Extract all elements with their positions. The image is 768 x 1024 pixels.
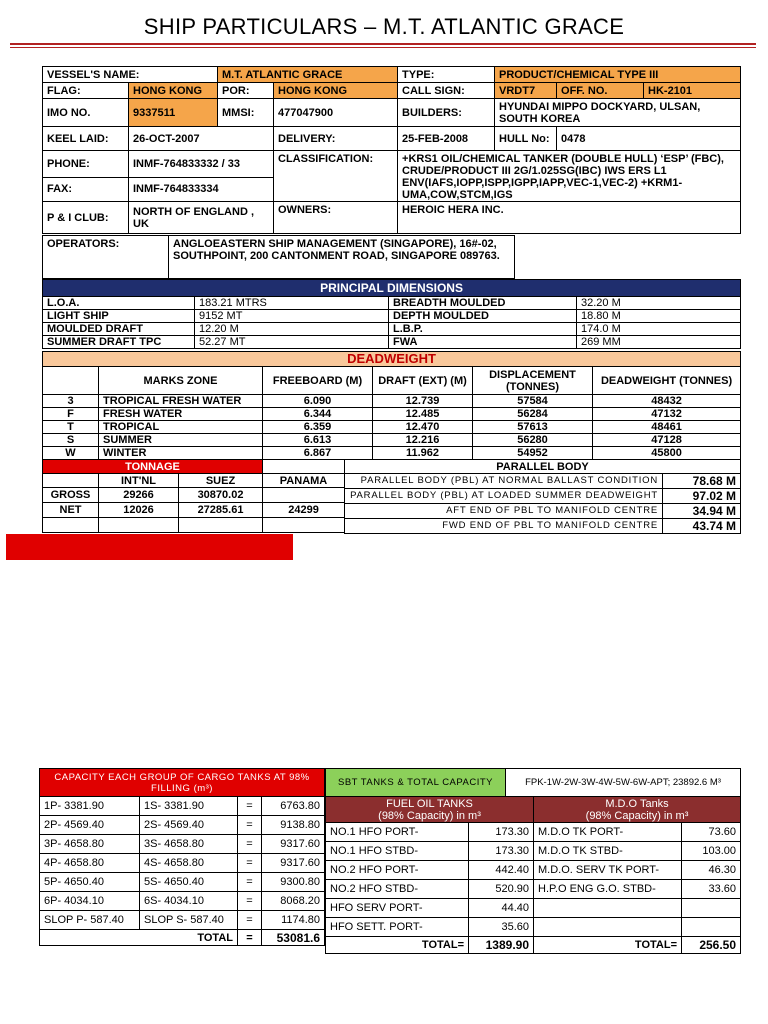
hull-label: HULL No:: [495, 127, 557, 151]
list-item: [326, 918, 534, 937]
tonnage-header: TONNAGE: [43, 460, 263, 474]
tank-label: HFO SERV PORT-: [326, 899, 469, 918]
port-tank: 1P- 3381.90: [40, 797, 140, 816]
table-row: [43, 408, 741, 421]
fuel-oil-total-label: TOTAL=: [326, 937, 469, 954]
equals: =: [238, 911, 262, 930]
equals: =: [238, 797, 262, 816]
displacement: 56284: [473, 408, 593, 421]
fuel-oil-title: FUEL OIL TANKS: [386, 797, 473, 810]
tank-total: 8068.20: [262, 892, 325, 911]
freeboard: 6.359: [263, 421, 373, 434]
equals: =: [238, 816, 262, 835]
total-spacer: [40, 930, 140, 946]
breadth-label: BREADTH MOULDED: [389, 297, 577, 310]
list-item: [534, 823, 741, 842]
parallel-body-table: [344, 459, 741, 534]
deadweight-table: [42, 351, 741, 460]
operators-table: [42, 235, 515, 279]
panama-header: PANAMA: [263, 474, 345, 488]
tpc-label: SUMMER DRAFT TPC: [43, 336, 195, 349]
table-row: [40, 911, 325, 930]
marks-spacer: [43, 367, 99, 395]
mdo-header: [534, 797, 741, 823]
freeboard: 6.867: [263, 447, 373, 460]
phone-label: PHONE:: [43, 151, 129, 178]
cargo-tanks-header: CAPACITY EACH GROUP OF CARGO TANKS AT 98% FILLING (m³): [40, 769, 325, 797]
stbd-tank: 2S- 4569.40: [140, 816, 238, 835]
draft: 12.216: [373, 434, 473, 447]
list-item: [534, 880, 741, 899]
flag-value: HONG KONG: [129, 83, 218, 99]
moulded-draft-value: 12.20 M: [195, 323, 389, 336]
list-item: [326, 823, 534, 842]
tank-total: 1174.80: [262, 911, 325, 930]
off-no-value: HK-2101: [644, 83, 741, 99]
tank-label: HFO SETT. PORT-: [326, 918, 469, 937]
principal-dimensions-header: PRINCIPAL DIMENSIONS: [43, 280, 741, 297]
deadweight: 47128: [593, 434, 741, 447]
call-sign-value: VRDT7: [495, 83, 557, 99]
deadweight: 47132: [593, 408, 741, 421]
mmsi-value: 477047900: [274, 99, 398, 127]
por-value: HONG KONG: [274, 83, 398, 99]
table-row: [40, 892, 325, 911]
pi-club-value: NORTH OF ENGLAND , UK: [129, 202, 274, 234]
empty-cell: [179, 518, 263, 533]
particulars-table: [42, 66, 741, 234]
cargo-total-value: 53081.6: [262, 930, 325, 946]
draft: 12.485: [373, 408, 473, 421]
tank-value: 173.30: [469, 823, 534, 842]
lbp-value: 174.0 M: [577, 323, 741, 336]
displacement: 57584: [473, 395, 593, 408]
table-row: [43, 503, 345, 518]
draft: 11.962: [373, 447, 473, 460]
port-tank: 6P- 4034.10: [40, 892, 140, 911]
tank-value: 442.40: [469, 861, 534, 880]
tank-value: 33.60: [682, 880, 741, 899]
tank-value: 103.00: [682, 842, 741, 861]
pbl-ballast-value: 78.68 M: [663, 474, 741, 489]
tank-total: 6763.80: [262, 797, 325, 816]
equals: =: [238, 854, 262, 873]
builders-label: BUILDERS:: [398, 99, 495, 127]
mark: W: [43, 447, 99, 460]
breadth-value: 32.20 M: [577, 297, 741, 310]
mdo-total-label: TOTAL=: [534, 937, 682, 954]
builders-value: HYUNDAI MIPPO DOCKYARD, ULSAN, SOUTH KOREA: [495, 99, 741, 127]
classification-label: CLASSIFICATION:: [274, 151, 398, 202]
equals: =: [238, 873, 262, 892]
table-row: [40, 816, 325, 835]
stbd-tank: 6S- 4034.10: [140, 892, 238, 911]
mdo-subtitle: (98% Capacity) in m³: [585, 809, 689, 822]
table-row: [40, 835, 325, 854]
fax-label: FAX:: [43, 177, 129, 201]
title-rule-thin: [10, 47, 756, 48]
delivery-value: 25-FEB-2008: [398, 127, 495, 151]
port-tank: SLOP P- 587.40: [40, 911, 140, 930]
owners-label: OWNERS:: [274, 202, 398, 234]
stbd-tank: SLOP S- 587.40: [140, 911, 238, 930]
imo-value: 9337511: [129, 99, 218, 127]
tank-label: NO.1 HFO STBD-: [326, 842, 469, 861]
depth-value: 18.80 M: [577, 310, 741, 323]
tonnage-col-spacer: [43, 474, 99, 488]
mdo-title: M.D.O Tanks: [605, 797, 669, 810]
fuel-oil-header: [326, 797, 534, 823]
mark: S: [43, 434, 99, 447]
tpc-value: 52.27 MT: [195, 336, 389, 349]
tank-value: 44.40: [469, 899, 534, 918]
tank-value: 173.30: [469, 842, 534, 861]
fuel-oil-subtitle: (98% Capacity) in m³: [378, 809, 481, 822]
red-bar: [6, 534, 293, 560]
operators-label: OPERATORS:: [43, 236, 169, 279]
mark: T: [43, 421, 99, 434]
deadweight-header: DEADWEIGHT: [43, 352, 741, 367]
empty-cell: [263, 518, 345, 533]
tank-label: M.D.O. SERV TK PORT-: [534, 861, 682, 880]
title-rule: [10, 43, 756, 45]
tank-label: H.P.O ENG G.O. STBD-: [534, 880, 682, 899]
vessel-name-label: VESSEL'S NAME:: [43, 67, 218, 83]
equals: =: [238, 892, 262, 911]
freeboard: 6.344: [263, 408, 373, 421]
table-row: [43, 488, 345, 503]
pbl-loaded-label: PARALLEL BODY (PBL) AT LOADED SUMMER DEADWEIGHT: [345, 489, 663, 504]
list-item: [326, 861, 534, 880]
freeboard-header: FREEBOARD (M): [263, 367, 373, 395]
phone-value: INMF-764833332 / 33: [129, 151, 274, 178]
tonnage-header-spacer: [263, 460, 345, 474]
stbd-tank: 4S- 4658.80: [140, 854, 238, 873]
tonnage-table: [42, 459, 345, 533]
port-tank: 5P- 4650.40: [40, 873, 140, 892]
empty-cell: [534, 899, 682, 918]
list-item: [326, 880, 534, 899]
loa-value: 183.21 MTRS: [195, 297, 389, 310]
net-label: NET: [43, 503, 99, 518]
lbp-label: L.B.P.: [389, 323, 577, 336]
port-tank: 2P- 4569.40: [40, 816, 140, 835]
moulded-draft-label: MOULDED DRAFT: [43, 323, 195, 336]
operators-value: ANGLOEASTERN SHIP MANAGEMENT (SINGAPORE), 16#-02, SOUTHPOINT, 200 CANTONMENT ROAD, SINGAPORE 089763.: [169, 236, 515, 279]
call-sign-label: CALL SIGN:: [398, 83, 495, 99]
tank-total: 9138.80: [262, 816, 325, 835]
fwd-pbl-value: 43.74 M: [663, 519, 741, 534]
net-suez: 27285.61: [179, 503, 263, 518]
fwa-label: FWA: [389, 336, 577, 349]
fax-value: INMF-764833334: [129, 177, 274, 201]
page-title: SHIP PARTICULARS – M.T. ATLANTIC GRACE: [143, 14, 625, 39]
draft-header: DRAFT (EXT) (M): [373, 367, 473, 395]
table-row: [43, 421, 741, 434]
port-tank: 4P- 4658.80: [40, 854, 140, 873]
table-row: [40, 797, 325, 816]
light-ship-label: LIGHT SHIP: [43, 310, 195, 323]
deadweight: 48461: [593, 421, 741, 434]
draft: 12.470: [373, 421, 473, 434]
cargo-tanks-table: [39, 768, 325, 946]
mark: F: [43, 408, 99, 421]
list-item: [534, 861, 741, 880]
delivery-label: DELIVERY:: [274, 127, 398, 151]
stbd-tank: 3S- 4658.80: [140, 835, 238, 854]
displacement: 56280: [473, 434, 593, 447]
tank-label: NO.1 HFO PORT-: [326, 823, 469, 842]
tank-label: M.D.O TK STBD-: [534, 842, 682, 861]
list-item: [326, 842, 534, 861]
depth-label: DEPTH MOULDED: [389, 310, 577, 323]
type-label: TYPE:: [398, 67, 495, 83]
deadweight: 45800: [593, 447, 741, 460]
suez-header: SUEZ: [179, 474, 263, 488]
cargo-total-label: TOTAL: [140, 930, 238, 946]
fuel-oil-table: [325, 796, 534, 954]
table-row: [40, 854, 325, 873]
mark: 3: [43, 395, 99, 408]
deadweight: 48432: [593, 395, 741, 408]
off-no-label: OFF. NO.: [557, 83, 644, 99]
freeboard: 6.613: [263, 434, 373, 447]
pbl-ballast-label: PARALLEL BODY (PBL) AT NORMAL BALLAST CONDITION: [345, 474, 663, 489]
zone: FRESH WATER: [99, 408, 263, 421]
zone: TROPICAL FRESH WATER: [99, 395, 263, 408]
list-item: [326, 899, 534, 918]
principal-dimensions-table: [42, 279, 741, 349]
freeboard: 6.090: [263, 395, 373, 408]
gross-label: GROSS: [43, 488, 99, 503]
empty-cell: [534, 918, 682, 937]
tank-value: 520.90: [469, 880, 534, 899]
empty-cell: [682, 918, 741, 937]
empty-cell: [99, 518, 179, 533]
aft-pbl-label: AFT END OF PBL TO MANIFOLD CENTRE: [345, 504, 663, 519]
fwd-pbl-label: FWD END OF PBL TO MANIFOLD CENTRE: [345, 519, 663, 534]
displacement-header: DISPLACEMENT (TONNES): [473, 367, 593, 395]
gross-intl: 29266: [99, 488, 179, 503]
mdo-total-value: 256.50: [682, 937, 741, 954]
type-value: PRODUCT/CHEMICAL TYPE III: [495, 67, 741, 83]
keel-value: 26-OCT-2007: [129, 127, 274, 151]
displacement: 57613: [473, 421, 593, 434]
pbl-loaded-value: 97.02 M: [663, 489, 741, 504]
loa-label: L.O.A.: [43, 297, 195, 310]
tank-total: 9300.80: [262, 873, 325, 892]
deadweight-col-header: DEADWEIGHT (TONNES): [593, 367, 741, 395]
stbd-tank: 5S- 4650.40: [140, 873, 238, 892]
sbt-value: FPK-1W-2W-3W-4W-5W-6W-APT; 23892.6 M³: [506, 769, 741, 797]
intl-header: INT'NL: [99, 474, 179, 488]
equals: =: [238, 835, 262, 854]
hull-value: 0478: [557, 127, 741, 151]
table-row: [43, 395, 741, 408]
por-label: POR:: [218, 83, 274, 99]
keel-label: KEEL LAID:: [43, 127, 129, 151]
table-row: [43, 447, 741, 460]
flag-label: FLAG:: [43, 83, 129, 99]
fuel-oil-total-value: 1389.90: [469, 937, 534, 954]
cargo-total-equals: =: [238, 930, 262, 946]
table-row: [40, 873, 325, 892]
draft: 12.739: [373, 395, 473, 408]
tank-total: 9317.60: [262, 835, 325, 854]
net-intl: 12026: [99, 503, 179, 518]
tank-value: 46.30: [682, 861, 741, 880]
classification-value: +KRS1 OIL/CHEMICAL TANKER (DOUBLE HULL) ‘ESP’ (FBC), CRUDE/PRODUCT III 2G/1.025SG(IBC) IWS ERS L1 ENV(IAFS,IOPP,ISPP,IGPP,IAPP,VEC-1,VEC-2) +KRM1- UMA,COW,STCM,IGS: [398, 151, 741, 202]
imo-label: IMO NO.: [43, 99, 129, 127]
tank-label: NO.2 HFO STBD-: [326, 880, 469, 899]
sbt-header: SBT TANKS & TOTAL CAPACITY: [326, 769, 506, 797]
stbd-tank: 1S- 3381.90: [140, 797, 238, 816]
vessel-name: M.T. ATLANTIC GRACE: [218, 67, 398, 83]
tank-total: 9317.60: [262, 854, 325, 873]
mdo-table: [533, 796, 741, 954]
fwa-value: 269 MM: [577, 336, 741, 349]
parallel-body-header: PARALLEL BODY: [345, 460, 741, 474]
mmsi-label: MMSI:: [218, 99, 274, 127]
net-panama: 24299: [263, 503, 345, 518]
light-ship-value: 9152 MT: [195, 310, 389, 323]
tank-label: NO.2 HFO PORT-: [326, 861, 469, 880]
zone: SUMMER: [99, 434, 263, 447]
displacement: 54952: [473, 447, 593, 460]
list-item: [534, 842, 741, 861]
marks-zone-header: MARKS ZONE: [99, 367, 263, 395]
aft-pbl-value: 34.94 M: [663, 504, 741, 519]
tank-value: 73.60: [682, 823, 741, 842]
tank-value: 35.60: [469, 918, 534, 937]
zone: WINTER: [99, 447, 263, 460]
zone: TROPICAL: [99, 421, 263, 434]
empty-cell: [682, 899, 741, 918]
sbt-table: [325, 768, 741, 797]
gross-panama: [263, 488, 345, 503]
gross-suez: 30870.02: [179, 488, 263, 503]
port-tank: 3P- 4658.80: [40, 835, 140, 854]
tank-label: M.D.O TK PORT-: [534, 823, 682, 842]
empty-cell: [43, 518, 99, 533]
table-row: [43, 434, 741, 447]
pi-club-label: P & I CLUB:: [43, 202, 129, 234]
owners-value: HEROIC HERA INC.: [398, 202, 741, 234]
